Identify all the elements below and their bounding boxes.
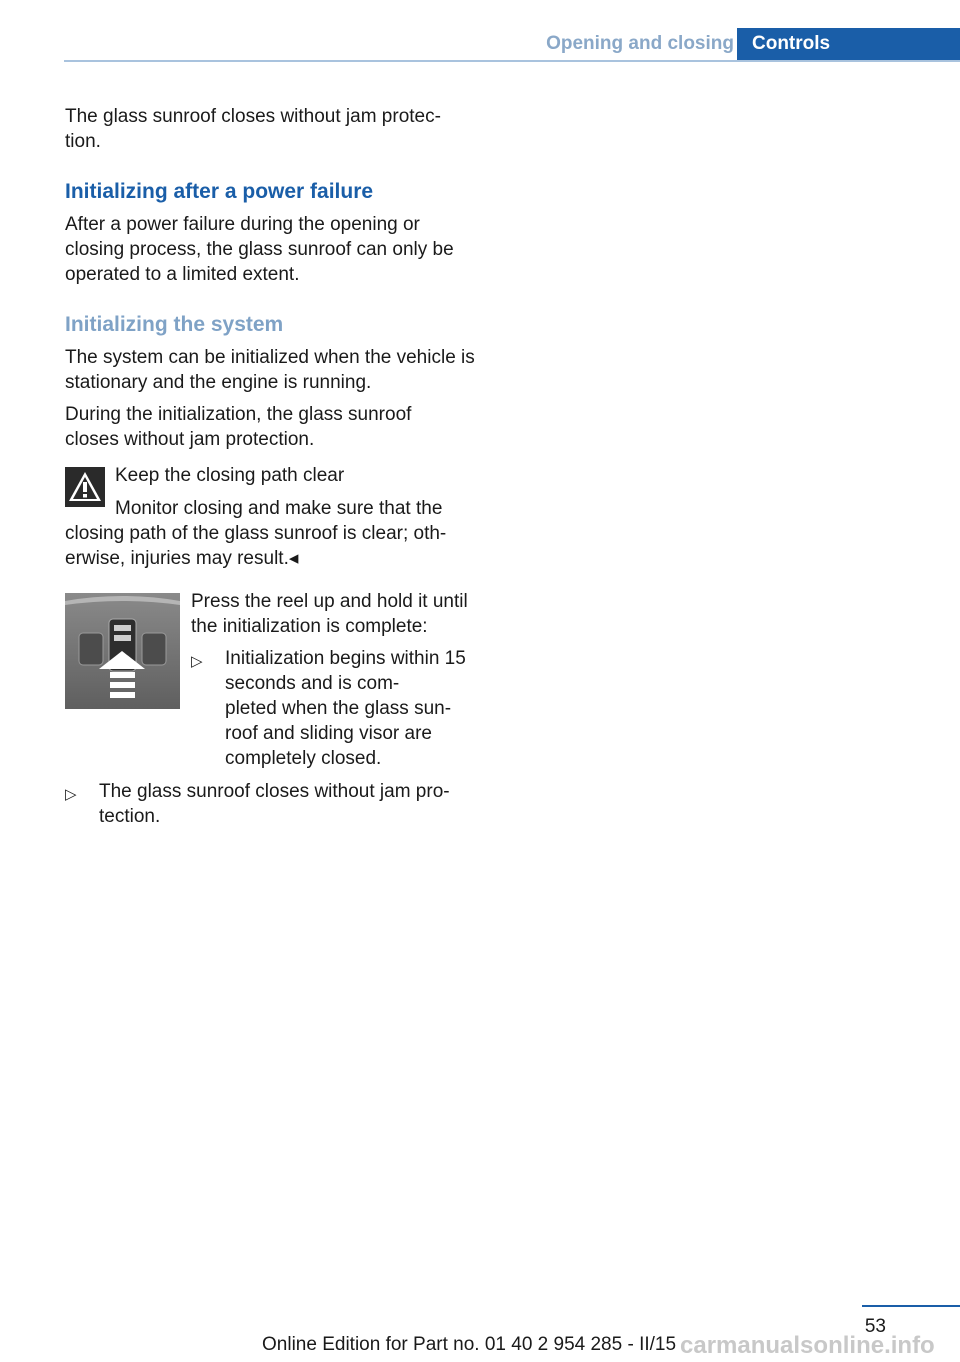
- paragraph-power-failure: After a power failure during the opening or closing process, the glass sunroof can only be operated to a limited extent.: [65, 214, 454, 285]
- roof-control-image: [65, 593, 180, 709]
- heading-power-failure: Initializing after a power failure: [65, 180, 374, 203]
- footer-edition: Online Edition for Part no. 01 40 2 954 285 - II/15: [262, 1334, 677, 1355]
- bullet-item-2: The glass sunroof closes without jam pro- tection.: [99, 781, 450, 827]
- warning-text: closing path of the glass sunroof is clear; oth- erwise, injuries may result.◂: [65, 523, 447, 569]
- watermark: carmanualsonline.info: [680, 1332, 935, 1359]
- header-section: Opening and closing: [546, 33, 734, 54]
- instruction: Press the reel up and hold it until the initialization is complete:: [191, 591, 468, 637]
- page-number: 53: [864, 1316, 886, 1337]
- header-chapter: Controls: [737, 28, 960, 60]
- header-rule: [64, 60, 960, 62]
- bullet-marker: ▷: [191, 653, 203, 670]
- paragraph-initialization: During the initialization, the glass sunroof closes without jam protection.: [65, 404, 412, 450]
- warning-text-line1: Monitor closing and make sure that the: [115, 498, 443, 519]
- paragraph-intro: The glass sunroof closes without jam protec- tion.: [65, 106, 441, 152]
- warning-icon: [65, 467, 105, 507]
- bullet-item-1: Initialization begins within 15 seconds and is com- pleted when the glass sun- roof and sliding visor are completely closed.: [225, 648, 466, 769]
- footer-rule: [862, 1305, 960, 1307]
- warning-title: Keep the closing path clear: [115, 465, 345, 486]
- heading-initializing: Initializing the system: [65, 313, 284, 336]
- paragraph-system: The system can be initialized when the vehicle is stationary and the engine is running.: [65, 347, 475, 393]
- bullet-marker: ▷: [65, 786, 77, 803]
